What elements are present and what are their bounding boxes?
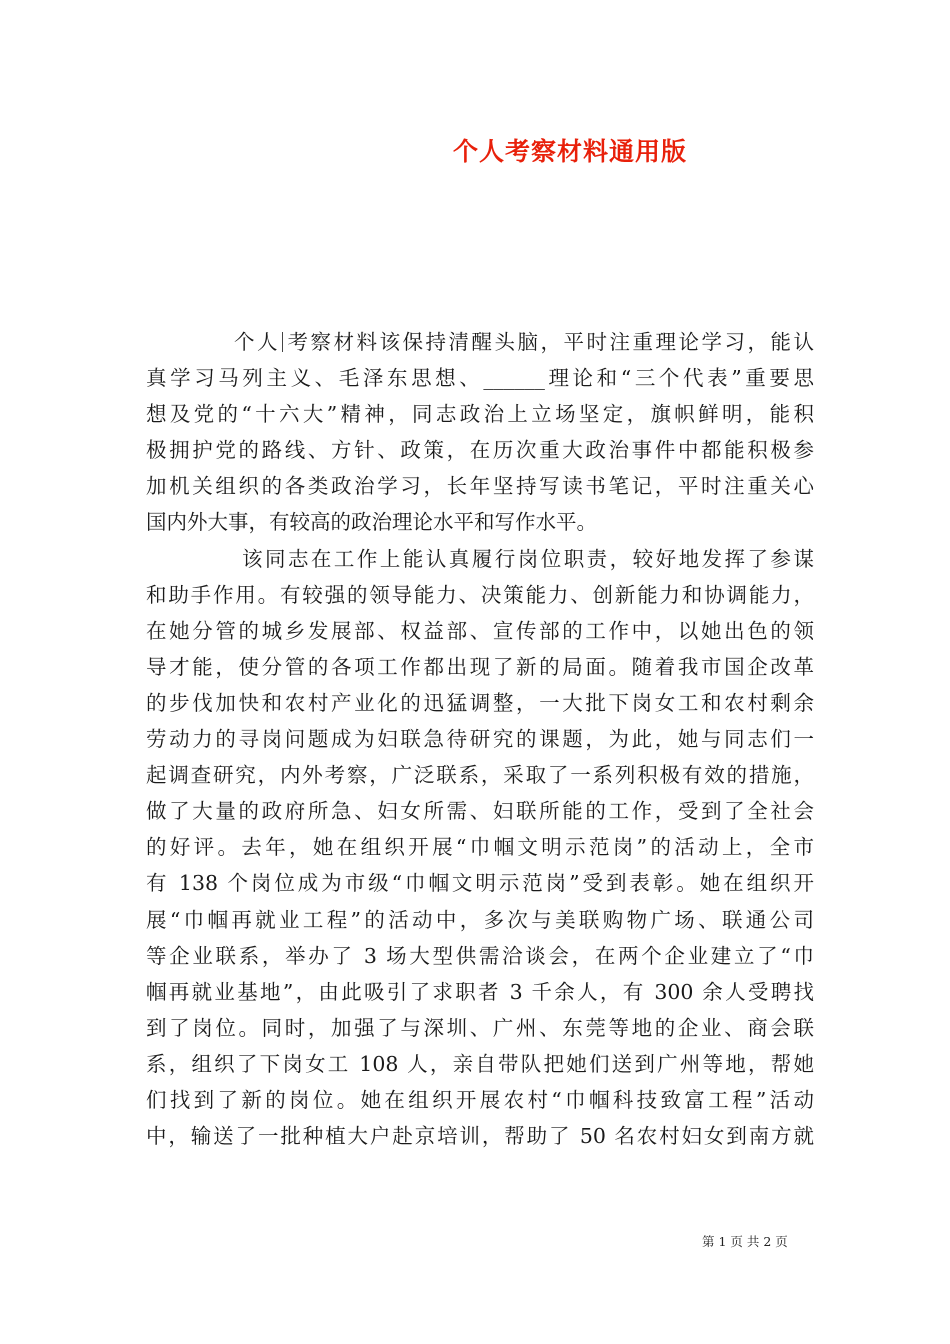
paragraph-1-line: 加机关组织的各类政治学习，长年坚持写读书笔记，平时注重关心 — [146, 474, 814, 499]
paragraph-2-line: 有 138 个岗位成为市级“巾帼文明示范岗”受到表彰。她在组织开 — [146, 871, 814, 896]
paragraph-1-line: 想及党的“十六大”精神，同志政治上立场坚定，旗帜鲜明，能积 — [146, 402, 814, 427]
paragraph-1-line: 极拥护党的路线、方针、政策，在历次重大政治事件中都能积极参 — [146, 438, 814, 463]
paragraph-2-line: 该同志在工作上能认真履行岗位职责，较好地发挥了参谋 — [242, 546, 814, 571]
paragraph-2-line: 展“巾帼再就业工程”的活动中，多次与美联购物广场、联通公司 — [146, 907, 814, 932]
document-title: 个人考察材料通用版 — [452, 137, 687, 166]
paragraph-2-line: 和助手作用。有较强的领导能力、决策能力、创新能力和协调能力， — [146, 582, 814, 607]
document-body — [146, 324, 814, 1154]
paragraph-1-line: 国内外大事，有较高的政治理论水平和写作水平。 — [146, 510, 597, 535]
paragraph-1-line-1 — [146, 324, 814, 360]
paragraph-2-line: 到了岗位。同时，加强了与深圳、广州、东莞等地的企业、商会联 — [146, 1015, 814, 1040]
paragraph-2-line: 等企业联系，举办了 3 场大型供需洽谈会，在两个企业建立了“巾 — [146, 943, 814, 968]
paragraph-2-line: 导才能，使分管的各项工作都出现了新的局面。随着我市国企改革 — [146, 654, 814, 679]
paragraph-2-line: 中，输送了一批种植大户赴京培训，帮助了 50 名农村妇女到南方就 — [146, 1124, 814, 1149]
paragraph-2-line: 劳动力的寻岗问题成为妇联急待研究的课题，为此，她与同志们一 — [146, 727, 814, 752]
paragraph-1-line-1-start: 个人 — [234, 330, 280, 354]
paragraph-2-line: 起调查研究，内外考察，广泛联系，采取了一系列积极有效的措施， — [146, 763, 814, 788]
paragraph-2-line: 们找到了新的岗位。她在组织开展农村“巾帼科技致富工程”活动 — [146, 1087, 814, 1112]
page-number-footer: 第 1 页 共 2 页 — [702, 1234, 788, 1249]
paragraph-2-line: 在她分管的城乡发展部、权益部、宣传部的工作中，以她出色的领 — [146, 618, 814, 643]
text-cursor-icon — [282, 332, 283, 352]
paragraph-2-line: 的好评。去年，她在组织开展“巾帼文明示范岗”的活动上，全市 — [146, 835, 814, 860]
paragraph-1-line: 真学习马列主义、毛泽东思想、______理论和“三个代表”重要思 — [146, 366, 814, 391]
paragraph-2-line: 帼再就业基地”，由此吸引了求职者 3 千余人，有 300 余人受聘找 — [146, 979, 814, 1004]
paragraph-2-line: 系，组织了下岗女工 108 人，亲自带队把她们送到广州等地，帮她 — [146, 1051, 814, 1076]
paragraph-2-line: 的步伐加快和农村产业化的迅猛调整，一大批下岗女工和农村剩余 — [146, 690, 814, 715]
paragraph-1-line-1-rest: 考察材料该保持清醒头脑，平时注重理论学习，能认 — [285, 330, 814, 354]
paragraph-2-line: 做了大量的政府所急、妇女所需、妇联所能的工作，受到了全社会 — [146, 799, 814, 824]
